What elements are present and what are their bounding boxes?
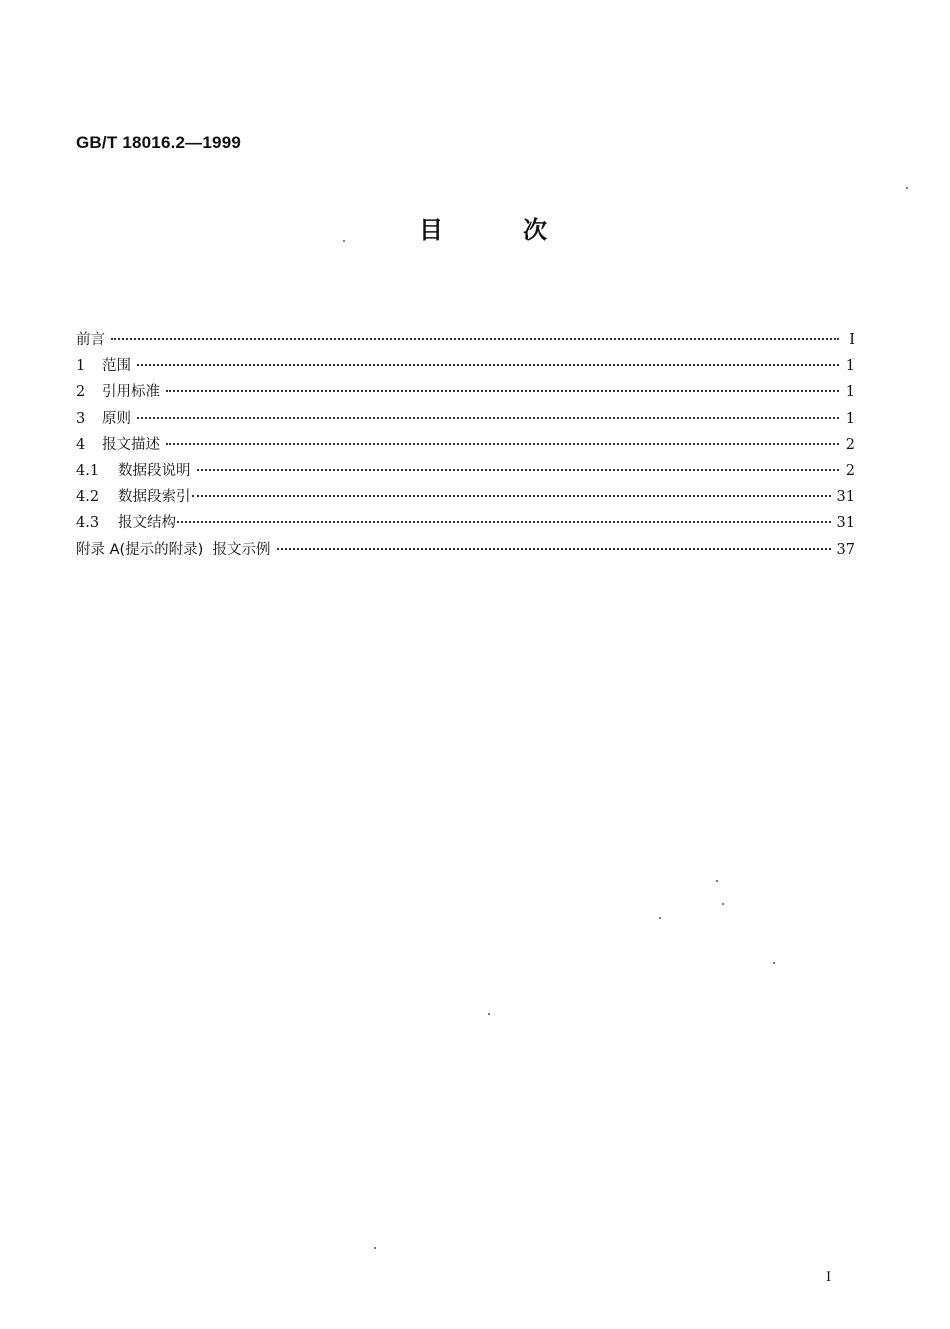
dot-leader: [177, 521, 831, 523]
toc-section-number: 2: [76, 384, 86, 401]
toc-page-number: 1: [845, 358, 855, 375]
toc-entry-label: 数据段索引: [118, 489, 191, 506]
toc-page-number: Ⅰ: [849, 332, 855, 348]
table-of-contents: [76, 328, 855, 564]
scan-speck: [722, 903, 724, 905]
toc-entry-label: 范围: [102, 358, 131, 375]
toc-page-number: 37: [836, 541, 855, 558]
toc-page-number: 1: [845, 384, 855, 401]
toc-entry-references[interactable]: [76, 380, 855, 406]
toc-page-number: 31: [836, 489, 855, 506]
toc-entry-label: 附录 A(提示的附录) 报文示例: [76, 541, 271, 558]
page-number: I: [826, 1270, 832, 1285]
dot-leader: [192, 495, 831, 497]
scan-speck: [716, 880, 718, 882]
toc-entry-foreword[interactable]: [76, 328, 855, 354]
toc-section-number: 4.1: [76, 462, 100, 479]
scan-speck: [343, 240, 345, 242]
page-title: [0, 210, 950, 245]
title-char-2: 次: [523, 216, 547, 244]
dot-leader: [137, 364, 839, 366]
scan-speck: [374, 1247, 376, 1249]
scan-speck: [659, 917, 661, 919]
toc-entry-label: 报文结构: [118, 515, 176, 532]
toc-entry-principles[interactable]: [76, 407, 855, 433]
toc-section-number: 1: [76, 358, 86, 375]
toc-entry-label: 引用标准: [102, 384, 160, 401]
toc-entry-segment-description[interactable]: [76, 459, 855, 485]
toc-entry-label: 报文描述: [102, 436, 160, 453]
toc-page-number: 31: [836, 515, 855, 532]
dot-leader: [111, 338, 839, 340]
toc-section-number: 3: [76, 410, 86, 427]
toc-section-number: 4.2: [76, 489, 100, 506]
toc-entry-label: 前言: [76, 332, 105, 348]
scan-speck: [488, 1013, 490, 1015]
dot-leader: [197, 469, 840, 471]
toc-page-number: 2: [845, 436, 855, 453]
toc-entry-message-description[interactable]: [76, 433, 855, 459]
toc-entry-segment-index[interactable]: [76, 485, 855, 511]
title-char-1: 目: [419, 216, 443, 244]
toc-entry-label: 原则: [102, 410, 131, 427]
toc-entry-appendix-a[interactable]: [76, 538, 855, 564]
toc-page-number: 2: [845, 462, 855, 479]
toc-section-number: 4.3: [76, 515, 100, 532]
toc-entry-scope[interactable]: [76, 354, 855, 380]
scan-speck: [906, 187, 908, 189]
scan-speck: [773, 962, 775, 964]
toc-entry-label: 数据段说明: [118, 462, 191, 479]
toc-entry-message-structure[interactable]: [76, 511, 855, 537]
toc-section-number: 4: [76, 436, 86, 453]
dot-leader: [277, 548, 831, 550]
dot-leader: [166, 390, 839, 392]
dot-leader: [166, 443, 839, 445]
toc-page-number: 1: [845, 410, 855, 427]
standard-code: GB/T 18016.2—1999: [76, 133, 241, 152]
dot-leader: [137, 417, 839, 419]
